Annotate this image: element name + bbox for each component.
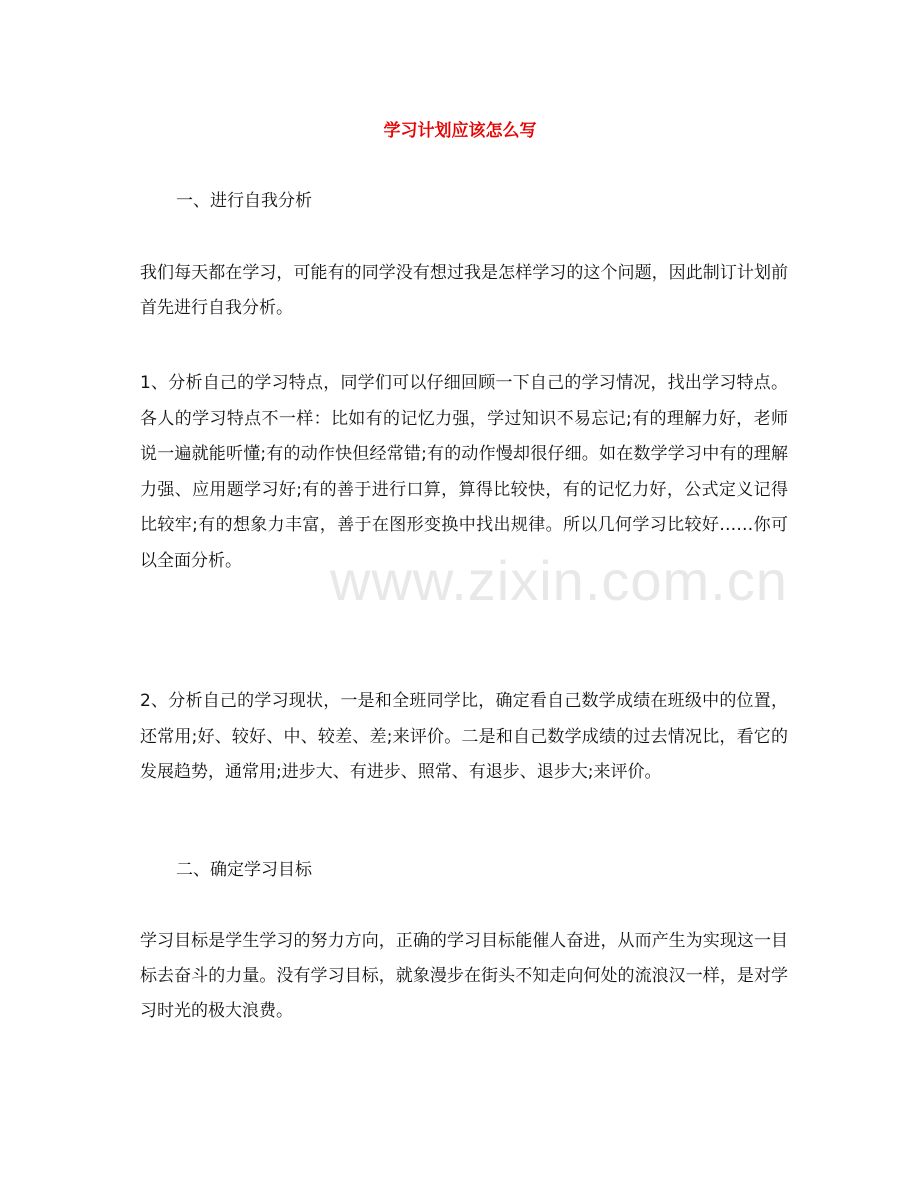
section-heading-1: 一、进行自我分析 <box>176 191 312 211</box>
watermark: www.zixin.com.cn <box>330 549 788 612</box>
paragraph-intro: 我们每天都在学习，可能有的同学没有想过我是怎样学习的这个问题，因此制订计划前首先进行自我分析。 <box>140 263 788 318</box>
paragraph-point-1: 1、分析自己的学习特点，同学们可以仔细回顾一下自己的学习情况，找出学习特点。各人的学习特点不一样：比如有的记忆力强，学过知识不易忘记;有的理解力好，老师说一遍就能听懂;有的动作快但经常错;有的动作慢却很仔细。如在数学学习中有的理解力强、应用题学习好;有的善于进行口算，算得比较快，有的记忆力好，公式定义记得比较牢;有的想象力丰富，善于在图形变换中找出规律。所以几何学习比较好……你可以全面分析。 <box>140 373 788 571</box>
document-title: 学习计划应该怎么写 <box>383 121 537 141</box>
paragraph-goal: 学习目标是学生学习的努力方向，正确的学习目标能催人奋进，从而产生为实现这一目标去奋斗的力量。没有学习目标，就象漫步在街头不知走向何处的流浪汉一样，是对学习时光的极大浪费。 <box>140 931 788 1021</box>
section-heading-2: 二、确定学习目标 <box>176 860 312 880</box>
paragraph-point-2: 2、分析自己的学习现状，一是和全班同学比，确定看自己数学成绩在班级中的位置，还常用;好、较好、中、较差、差;来评价。二是和自己数学成绩的过去情况比，看它的发展趋势，通常用;进步大、有进步、照常、有退步、退步大;来评价。 <box>140 691 788 782</box>
